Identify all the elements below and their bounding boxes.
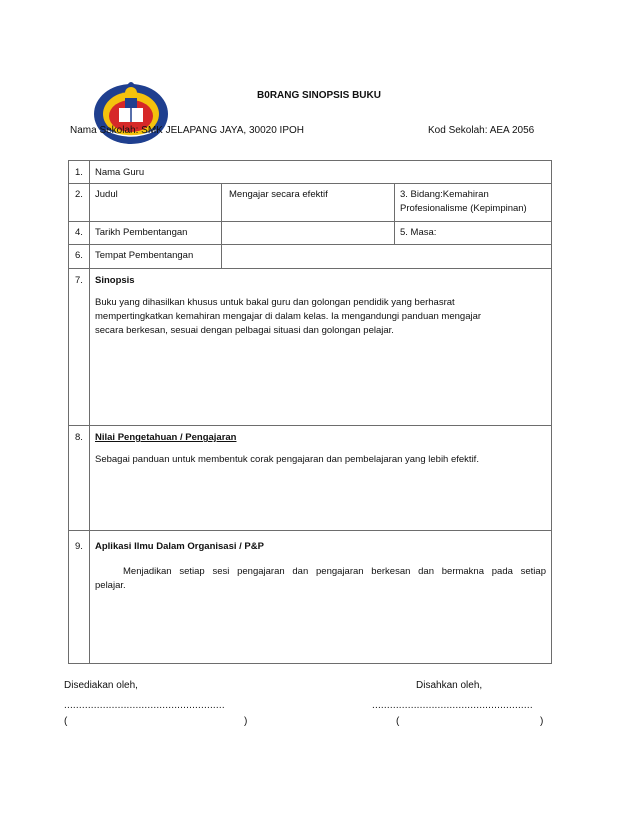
aplikasi-text: pelajar.	[95, 580, 126, 591]
bidang-value: Profesionalisme (Kepimpinan)	[400, 203, 527, 214]
form-title: B0RANG SINOPSIS BUKU	[257, 90, 381, 101]
bidang-label: 3. Bidang:Kemahiran	[400, 189, 489, 200]
tempat-label: Tempat Pembentangan	[95, 250, 194, 261]
name-bracket-close: )	[540, 716, 544, 727]
sinopsis-text: mempertingkatkan kemahiran mengajar di dalam kelas. Ia mengandungi panduan mengajar	[95, 311, 482, 322]
aplikasi-text: Menjadikan setiap sesi pengajaran dan pengajaran berkesan dan bermakna pada setiap	[123, 566, 546, 577]
signature-line-prepared: ......................................................	[64, 700, 225, 711]
tarikh-label: Tarikh Pembentangan	[95, 227, 188, 238]
school-code: Kod Sekolah: AEA 2056	[428, 125, 535, 136]
nilai-heading: Nilai Pengetahuan / Pengajaran	[95, 432, 237, 443]
sinopsis-text: Buku yang dihasilkan khusus untuk bakal guru dan golongan pendidik yang berhasrat	[95, 297, 455, 308]
approved-by-label: Disahkan oleh,	[416, 680, 483, 691]
signature-line-approved: ......................................................	[372, 700, 533, 711]
row-number: 4.	[75, 227, 83, 238]
school-name: Nama Sekolah: SMK JELAPANG JAYA, 30020 IPOH	[70, 125, 304, 136]
sinopsis-text: secara berkesan, sesuai dengan pelbagai situasi dan golongan pelajar.	[95, 325, 394, 336]
row-number: 7.	[75, 275, 83, 286]
row-number: 1.	[75, 167, 83, 178]
prepared-by-label: Disediakan oleh,	[64, 680, 138, 691]
judul-label: Judul	[95, 189, 118, 200]
masa-label: 5. Masa:	[400, 227, 437, 238]
row-number: 2.	[75, 189, 83, 200]
sinopsis-heading: Sinopsis	[95, 275, 135, 286]
nilai-text: Sebagai panduan untuk membentuk corak pengajaran dan pembelajaran yang lebih efektif.	[95, 454, 479, 465]
aplikasi-heading: Aplikasi Ilmu Dalam Organisasi / P&P	[95, 541, 264, 552]
name-bracket-close: )	[244, 716, 248, 727]
row-number: 6.	[75, 250, 83, 261]
nama-guru-label: Nama Guru	[95, 167, 145, 178]
name-bracket-open: (	[396, 716, 400, 727]
name-bracket-open: (	[64, 716, 68, 727]
row-number: 8.	[75, 432, 83, 443]
judul-value: Mengajar secara efektif	[229, 189, 328, 200]
row-number: 9.	[75, 541, 83, 552]
